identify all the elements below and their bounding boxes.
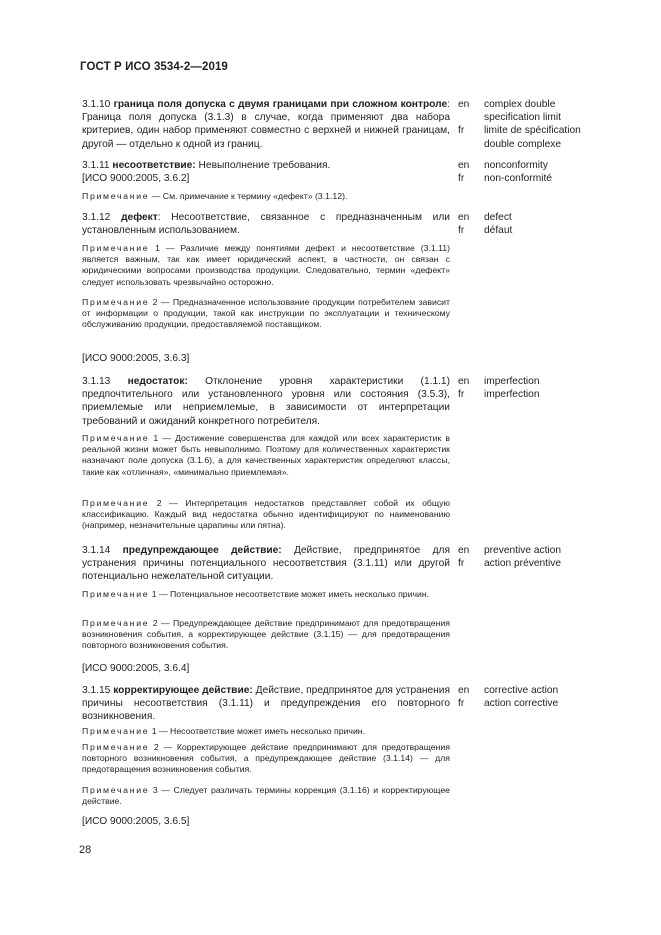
- entry-3-1-15-definition: [82, 684, 450, 724]
- entry-term: корректирующее действие:: [113, 685, 253, 696]
- note-text: 1 — Различие между понятиями дефект и несоответствие (3.1.11) является важным, так как имеет юридический аспект, в частности, он связан с юридическими вопросами производства продукции. Следовательно, термин «дефект» следует использовать чрезвычайно осторожно.: [82, 243, 450, 287]
- entry-term: недостаток:: [127, 376, 188, 387]
- entry-3-1-14-definition: [82, 544, 450, 584]
- english-equivalent-line: complex double: [484, 99, 556, 110]
- entry-note: [82, 433, 450, 478]
- entry-number: 3.1.11: [82, 160, 110, 171]
- note-label: Примечание: [82, 297, 150, 307]
- entry-source: [ИСО 9000:2005, 3.6.2]: [82, 173, 190, 184]
- note-label: Примечание: [82, 589, 150, 599]
- english-equivalent: defect: [484, 212, 512, 223]
- entry-definition: : Граница поля допуска (3.1.3) в случае, когда применяют два набора критериев, один набор применяют совместно с верхней и нижней границам, другой — отдельно к одной из границ.: [82, 99, 450, 150]
- page-number: 28: [79, 844, 92, 856]
- entry-3-1-12-definition: [82, 211, 450, 237]
- entry-note: [82, 742, 450, 776]
- english-equivalent: nonconformity: [484, 160, 548, 171]
- entry-source: [ИСО 9000:2005, 3.6.5]: [82, 816, 190, 827]
- french-equivalent: non-conformité: [484, 173, 552, 184]
- lang-code-en: en: [458, 376, 470, 387]
- page-header-title: ГОСТ Р ИСО 3534-2—2019: [80, 61, 228, 73]
- entry-note: [82, 498, 450, 532]
- entry-note: [82, 243, 450, 288]
- note-label: Примечание: [82, 618, 150, 628]
- note-text: 2 — Предупреждающее действие предпринимают для предотвращения возникновения события, а корректирующее действие (3.1.15) — для предотвращения повторного возникновения события.: [82, 618, 450, 651]
- lang-code-en: en: [458, 160, 470, 171]
- entry-note: [82, 191, 450, 202]
- entry-number: 3.1.15: [82, 685, 111, 696]
- french-equivalent: imperfection: [484, 389, 540, 400]
- entry-note: [82, 785, 450, 807]
- french-equivalent: action préventive: [484, 558, 562, 569]
- entry-definition: Невыполнение требования.: [195, 160, 331, 171]
- note-label: Примечание: [82, 498, 150, 508]
- note-label: Примечание: [82, 433, 150, 443]
- note-text: 1 — Несоответствие может иметь несколько причин.: [149, 726, 366, 736]
- note-text: 1 — Достижение совершенства для каждой или всех характеристик в реальной жизни может быть невыполнимо. Поэтому для количественных характеристик назначают поле допуска (3.1.6), а для качественных характеристик определяют классы, такие как «отличная», «минимально приемлемая».: [82, 433, 450, 477]
- note-text: — См. примечание к термину «дефект» (3.1.12).: [149, 191, 348, 201]
- lang-code-fr: fr: [458, 125, 465, 136]
- note-text: 1 — Потенциальное несоответствие может иметь несколько причин.: [149, 589, 430, 599]
- lang-code-fr: fr: [458, 225, 465, 236]
- entry-term: предупреждающее действие:: [122, 545, 282, 556]
- note-text: 2 — Корректирующее действие предпринимают для предотвращения повторного возникновения события, а предупреждающее действие (3.1.14) — для предотвращения возникновения события.: [82, 742, 450, 775]
- english-equivalent: [484, 98, 581, 151]
- english-equivalent: corrective action: [484, 685, 559, 696]
- entry-3-1-10-definition: [82, 98, 450, 151]
- entry-source: [ИСО 9000:2005, 3.6.4]: [82, 663, 190, 674]
- entry-note: [82, 589, 450, 600]
- entry-term: несоответствие:: [112, 160, 196, 171]
- entry-definition: Действие, предпринятое для устранения причины несоответствия (3.1.11) и предупреждения его повторного возникновения.: [82, 685, 450, 723]
- note-label: Примечание: [82, 243, 150, 253]
- entry-definition: Отклонение уровня характеристики (1.1.1) предпочтительного или установленного уровня или состояния (3.5.3), приемлемые или неприемлемые, в зависимости от интерпретации требований и ожиданий конкретного потребителя.: [82, 376, 450, 427]
- entry-number: 3.1.10: [82, 99, 111, 110]
- entry-definition: Действие, предпринятое для устранения причины потенциального несоответствия (3.1.11) или другой потенциально нежелательной ситуации.: [82, 545, 450, 583]
- entry-3-1-11-definition: [82, 159, 450, 172]
- lang-code-en: en: [458, 545, 470, 556]
- lang-code-en: en: [458, 212, 470, 223]
- entry-term: дефект: [121, 212, 158, 223]
- lang-code-fr: fr: [458, 558, 465, 569]
- lang-code-fr: fr: [458, 389, 465, 400]
- note-label: Примечание: [82, 742, 150, 752]
- entry-3-1-13-definition: [82, 375, 450, 428]
- note-label: Примечание: [82, 785, 150, 795]
- entry-source: [ИСО 9000:2005, 3.6.3]: [82, 353, 190, 364]
- french-equivalent-line: double complexe: [484, 138, 562, 150]
- lang-code-fr: fr: [458, 698, 465, 709]
- lang-code-fr: fr: [458, 173, 465, 184]
- entry-note: [82, 297, 450, 331]
- note-text: 2 — Интерпретация недостатков представляет собой их общую классификацию. Каждый вид недостатка обычно идентифицируют по наименованию (например, незначительные царапины или пятна).: [82, 498, 450, 531]
- entry-number: 3.1.14: [82, 545, 111, 556]
- note-text: 3 — Следует различать термины коррекция (3.1.16) и корректирующее действие.: [82, 785, 450, 807]
- note-label: Примечание: [82, 191, 150, 201]
- entry-note: [82, 618, 450, 652]
- english-equivalent: preventive action: [484, 545, 562, 556]
- entry-definition: : Несоответствие, связанное с предназначенным или установленным использованием.: [82, 212, 450, 237]
- french-equivalent-line: limite de spécification: [484, 125, 581, 137]
- english-equivalent: imperfection: [484, 376, 540, 387]
- french-equivalent: action corrective: [484, 698, 559, 709]
- entry-number: 3.1.12: [82, 212, 111, 223]
- entry-number: 3.1.13: [82, 376, 111, 387]
- note-label: Примечание: [82, 726, 150, 736]
- entry-term: граница поля допуска с двумя границами при сложном контроле: [113, 99, 448, 110]
- entry-note: [82, 726, 450, 737]
- lang-code-en: en: [458, 685, 470, 696]
- lang-code-en: en: [458, 99, 470, 110]
- french-equivalent: défaut: [484, 225, 513, 236]
- english-equivalent-line: specification limit: [484, 112, 561, 124]
- note-text: 2 — Предназначенное использование продукции потребителем зависит от информации о продукции, такой как инструкции по эксплуатации и техническому обслуживанию продукции, предоставляемой поставщиком.: [82, 297, 450, 330]
